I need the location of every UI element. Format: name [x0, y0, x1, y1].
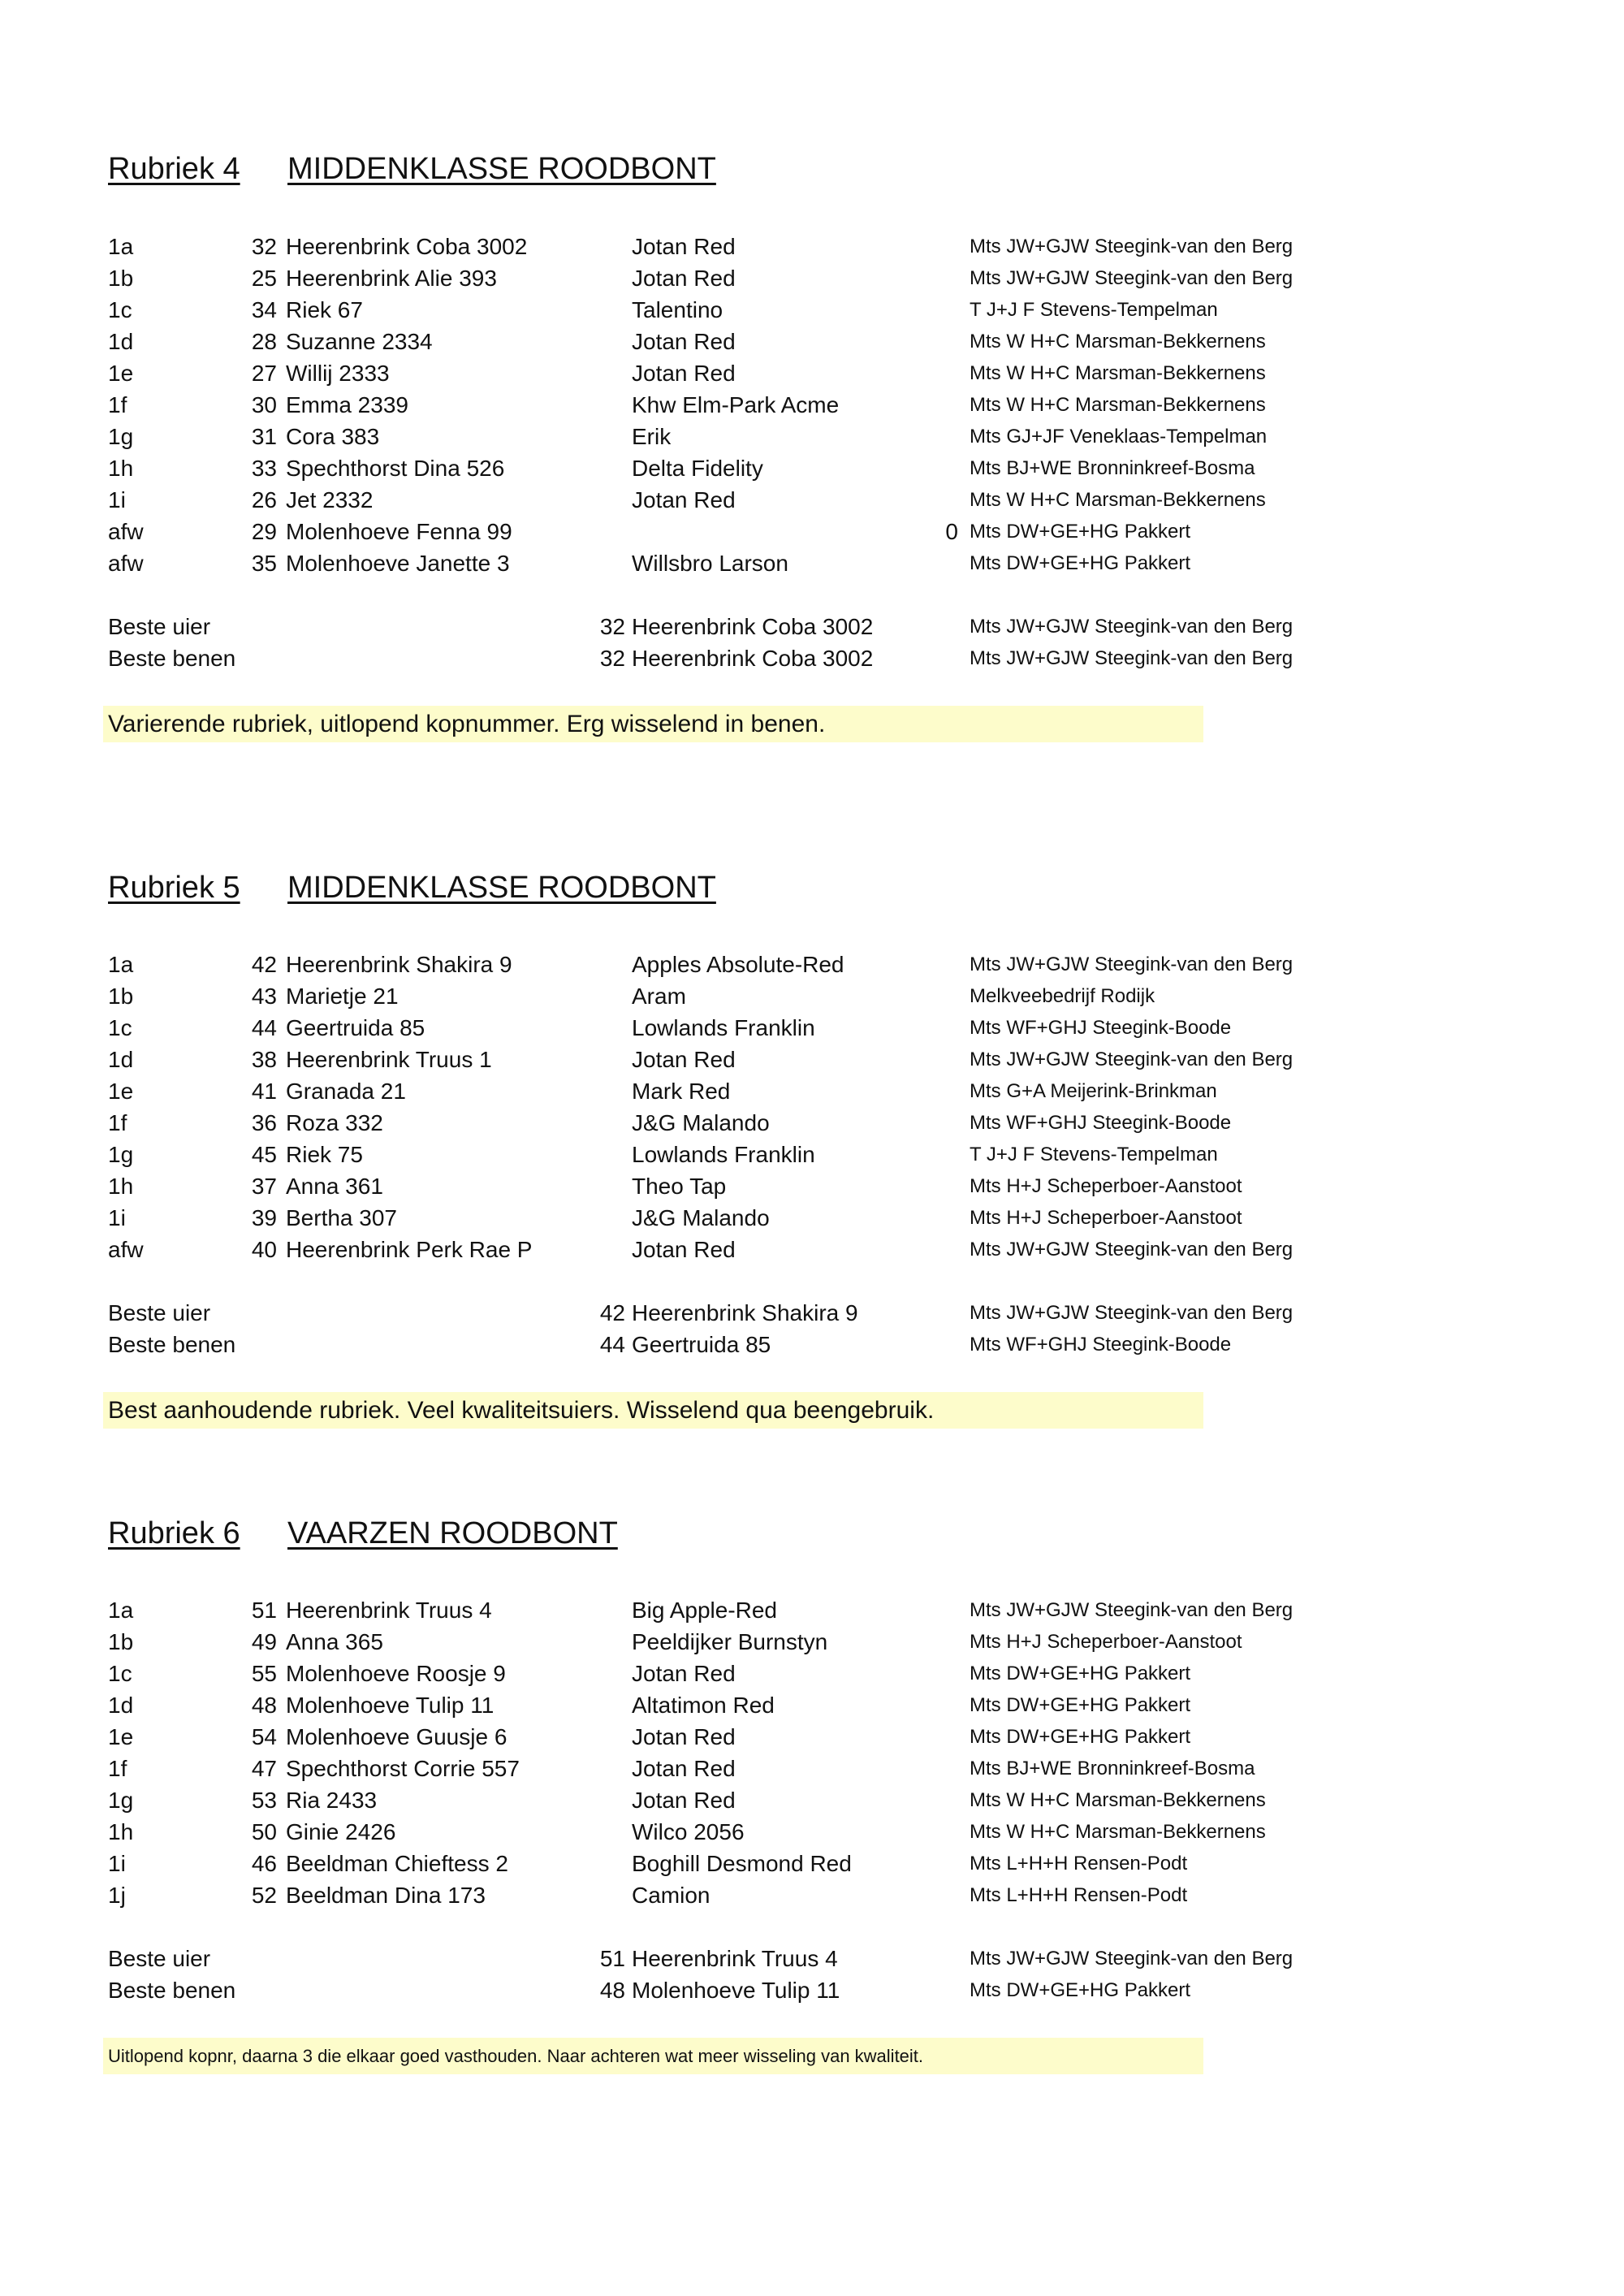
entry-owner: Mts W H+C Marsman-Bekkernens: [970, 331, 1266, 352]
entry-sire: Jotan Red: [632, 1724, 736, 1749]
entry-place: 1e: [108, 1079, 134, 1104]
entry-row: [0, 1107, 1624, 1139]
entry-name: Molenhoeve Roosje 9: [286, 1661, 506, 1686]
entry-owner: Mts DW+GE+HG Pakkert: [970, 552, 1191, 574]
entry-row: [0, 1848, 1624, 1879]
entry-place: afw: [108, 519, 144, 544]
entry-row: [0, 357, 1624, 389]
entry-number: 30: [251, 392, 277, 417]
section-category: MIDDENKLASSE ROODBONT: [287, 152, 716, 186]
entry-place: 1f: [108, 392, 127, 417]
entry-number: 52: [251, 1883, 277, 1908]
entry-number: 50: [251, 1819, 277, 1844]
best-row: [0, 1974, 1624, 2006]
entry-row: [0, 1626, 1624, 1658]
entry-sire: Boghill Desmond Red: [632, 1851, 852, 1876]
entry-sire: Peeldijker Burnstyn: [632, 1629, 828, 1654]
entry-place: 1g: [108, 1142, 134, 1167]
entry-row: [0, 1170, 1624, 1202]
entry-owner: Mts BJ+WE Bronninkreef-Bosma: [970, 1758, 1255, 1779]
entry-row: [0, 231, 1624, 262]
entry-row: [0, 1044, 1624, 1075]
entry-name: Bertha 307: [286, 1205, 397, 1230]
entry-row: [0, 421, 1624, 452]
entry-name: Heerenbrink Truus 1: [286, 1047, 492, 1072]
entry-sire: Mark Red: [632, 1079, 731, 1104]
entry-sire: Lowlands Franklin: [632, 1015, 815, 1040]
entry-place: 1e: [108, 361, 134, 386]
best-number: 42: [599, 1300, 625, 1325]
entry-owner: Mts JW+GJW Steegink-van den Berg: [970, 267, 1294, 289]
entry-owner: Mts DW+GE+HG Pakkert: [970, 1726, 1191, 1748]
entry-row: [0, 484, 1624, 516]
best-owner: Mts WF+GHJ Steegink-Boode: [970, 1334, 1232, 1356]
best-name: Heerenbrink Coba 3002: [632, 614, 874, 639]
entry-number: 34: [251, 297, 277, 322]
judge-comment: Varierende rubriek, uitlopend kopnummer. Erg wisselend in benen.: [103, 706, 1203, 742]
entry-number: 35: [251, 551, 277, 576]
section-title: Rubriek 6: [108, 1516, 240, 1550]
entry-sire: Jotan Red: [632, 1788, 736, 1813]
best-row: [0, 1329, 1624, 1360]
entry-name: Riek 67: [286, 297, 363, 322]
entry-owner: Mts JW+GJW Steegink-van den Berg: [970, 236, 1294, 257]
entry-sire: Camion: [632, 1883, 710, 1908]
best-number: 51: [599, 1946, 625, 1971]
entry-name: Riek 75: [286, 1142, 363, 1167]
entry-owner: Mts H+J Scheperboer-Aanstoot: [970, 1207, 1242, 1229]
best-owner: Mts DW+GE+HG Pakkert: [970, 1979, 1191, 2001]
best-name: Geertruida 85: [632, 1332, 771, 1357]
entry-sire: Lowlands Franklin: [632, 1142, 815, 1167]
entry-row: [0, 1075, 1624, 1107]
entries-list: [0, 949, 1624, 1265]
entry-place: 1b: [108, 1629, 134, 1654]
entry-extra: 0: [945, 519, 958, 544]
entry-sire: Jotan Red: [632, 1661, 736, 1686]
entry-place: 1b: [108, 984, 134, 1009]
entry-place: 1i: [108, 487, 126, 512]
entry-sire: J&G Malando: [632, 1205, 770, 1230]
entry-number: 33: [251, 456, 277, 481]
best-number: 48: [599, 1978, 625, 2003]
entry-sire: Erik: [632, 424, 672, 449]
entry-row: [0, 980, 1624, 1012]
entry-row: [0, 1721, 1624, 1753]
best-name: Heerenbrink Coba 3002: [632, 646, 874, 671]
entry-number: 45: [251, 1142, 277, 1167]
entry-number: 25: [251, 266, 277, 291]
entry-number: 44: [251, 1015, 277, 1040]
entry-number: 46: [251, 1851, 277, 1876]
entry-row: [0, 294, 1624, 326]
entry-row: [0, 1689, 1624, 1721]
entry-number: 47: [251, 1756, 277, 1781]
entry-number: 49: [251, 1629, 277, 1654]
best-label: Beste benen: [108, 1978, 236, 2003]
entry-owner: Mts DW+GE+HG Pakkert: [970, 1663, 1191, 1684]
entry-number: 27: [251, 361, 277, 386]
entry-owner: Mts WF+GHJ Steegink-Boode: [970, 1017, 1232, 1039]
entry-place: 1b: [108, 266, 134, 291]
entry-sire: Willsbro Larson: [632, 551, 788, 576]
entry-sire: Aram: [632, 984, 686, 1009]
entry-sire: Jotan Red: [632, 487, 736, 512]
entry-row: [0, 949, 1624, 980]
entry-owner: Mts W H+C Marsman-Bekkernens: [970, 362, 1266, 384]
entry-name: Heerenbrink Coba 3002: [286, 234, 528, 259]
entry-number: 28: [251, 329, 277, 354]
entry-sire: Wilco 2056: [632, 1819, 745, 1844]
entry-number: 39: [251, 1205, 277, 1230]
entry-row: [0, 1816, 1624, 1848]
entry-owner: Mts WF+GHJ Steegink-Boode: [970, 1112, 1232, 1134]
entry-place: 1d: [108, 329, 134, 354]
entry-number: 37: [251, 1174, 277, 1199]
entry-owner: Mts JW+GJW Steegink-van den Berg: [970, 1049, 1294, 1070]
entry-name: Suzanne 2334: [286, 329, 433, 354]
entry-number: 43: [251, 984, 277, 1009]
entry-number: 26: [251, 487, 277, 512]
entry-place: 1f: [108, 1756, 127, 1781]
best-row: [0, 611, 1624, 642]
entry-row: [0, 1139, 1624, 1170]
judge-comment: Uitlopend kopnr, daarna 3 die elkaar goed vasthouden. Naar achteren wat meer wisseling van kwaliteit.: [103, 2038, 1203, 2074]
best-owner: Mts JW+GJW Steegink-van den Berg: [970, 616, 1294, 638]
entry-owner: Mts L+H+H Rensen-Podt: [970, 1884, 1188, 1906]
entry-place: 1e: [108, 1724, 134, 1749]
entry-owner: Mts H+J Scheperboer-Aanstoot: [970, 1631, 1242, 1653]
section-title: Rubriek 4: [108, 152, 240, 186]
best-awards: [0, 611, 1624, 674]
entry-sire: J&G Malando: [632, 1110, 770, 1135]
entry-row: [0, 1658, 1624, 1689]
entry-row: [0, 1753, 1624, 1784]
entry-owner: Mts G+A Meijerink-Brinkman: [970, 1080, 1217, 1102]
judge-comment: Best aanhoudende rubriek. Veel kwaliteitsuiers. Wisselend qua beengebruik.: [103, 1392, 1203, 1429]
entry-number: 29: [251, 519, 277, 544]
best-label: Beste benen: [108, 646, 236, 671]
entry-name: Roza 332: [286, 1110, 383, 1135]
entry-number: 51: [251, 1598, 277, 1623]
entry-sire: Jotan Red: [632, 266, 736, 291]
entry-number: 40: [251, 1237, 277, 1262]
entry-row: [0, 1784, 1624, 1816]
entry-place: 1c: [108, 297, 132, 322]
best-name: Molenhoeve Tulip 11: [632, 1978, 840, 2003]
best-owner: Mts JW+GJW Steegink-van den Berg: [970, 1302, 1294, 1324]
entry-number: 54: [251, 1724, 277, 1749]
entries-list: [0, 231, 1624, 579]
entry-place: 1f: [108, 1110, 127, 1135]
best-name: Heerenbrink Shakira 9: [632, 1300, 858, 1325]
entry-sire: Jotan Red: [632, 1237, 736, 1262]
entry-sire: Jotan Red: [632, 1756, 736, 1781]
entry-number: 41: [251, 1079, 277, 1104]
entry-place: 1h: [108, 1819, 134, 1844]
entry-sire: Altatimon Red: [632, 1693, 775, 1718]
entry-name: Granada 21: [286, 1079, 406, 1104]
entry-name: Emma 2339: [286, 392, 408, 417]
entry-owner: Mts JW+GJW Steegink-van den Berg: [970, 1239, 1294, 1260]
entry-name: Heerenbrink Shakira 9: [286, 952, 512, 977]
entry-sire: Delta Fidelity: [632, 456, 763, 481]
entry-sire: Khw Elm-Park Acme: [632, 392, 840, 417]
entry-name: Molenhoeve Fenna 99: [286, 519, 512, 544]
entry-name: Marietje 21: [286, 984, 399, 1009]
entry-number: 36: [251, 1110, 277, 1135]
entry-name: Heerenbrink Truus 4: [286, 1598, 492, 1623]
entry-place: 1g: [108, 424, 134, 449]
entry-owner: Mts BJ+WE Bronninkreef-Bosma: [970, 457, 1255, 479]
entry-place: 1j: [108, 1883, 126, 1908]
entry-name: Molenhoeve Guusje 6: [286, 1724, 508, 1749]
entry-owner: Mts DW+GE+HG Pakkert: [970, 1694, 1191, 1716]
entry-name: Beeldman Dina 173: [286, 1883, 486, 1908]
entry-place: 1a: [108, 1598, 134, 1623]
entry-name: Heerenbrink Perk Rae P: [286, 1237, 533, 1262]
best-label: Beste uier: [108, 1946, 211, 1971]
entry-owner: Mts W H+C Marsman-Bekkernens: [970, 394, 1266, 416]
entry-place: 1a: [108, 234, 134, 259]
entry-row: [0, 1202, 1624, 1234]
entry-name: Geertruida 85: [286, 1015, 425, 1040]
entry-owner: T J+J F Stevens-Tempelman: [970, 1144, 1218, 1165]
entry-name: Anna 361: [286, 1174, 383, 1199]
entry-place: 1a: [108, 952, 134, 977]
entry-owner: Mts W H+C Marsman-Bekkernens: [970, 489, 1266, 511]
entry-sire: Talentino: [632, 297, 723, 322]
best-name: Heerenbrink Truus 4: [632, 1946, 838, 1971]
entry-number: 55: [251, 1661, 277, 1686]
entry-name: Anna 365: [286, 1629, 383, 1654]
entry-name: Heerenbrink Alie 393: [286, 266, 497, 291]
entry-sire: Apples Absolute-Red: [632, 952, 844, 977]
entry-name: Cora 383: [286, 424, 380, 449]
entry-sire: Jotan Red: [632, 234, 736, 259]
entry-name: Molenhoeve Janette 3: [286, 551, 510, 576]
entry-number: 38: [251, 1047, 277, 1072]
entry-owner: Mts W H+C Marsman-Bekkernens: [970, 1789, 1266, 1811]
entry-sire: Jotan Red: [632, 361, 736, 386]
best-awards: [0, 1297, 1624, 1360]
best-label: Beste uier: [108, 1300, 211, 1325]
entry-place: 1c: [108, 1015, 132, 1040]
best-awards: [0, 1943, 1624, 2006]
entry-name: Spechthorst Dina 526: [286, 456, 505, 481]
best-number: 32: [599, 614, 625, 639]
entry-sire: Theo Tap: [632, 1174, 727, 1199]
section-category: MIDDENKLASSE ROODBONT: [287, 871, 716, 905]
entry-row: [0, 1012, 1624, 1044]
section-title: Rubriek 5: [108, 871, 240, 905]
entry-owner: Melkveebedrijf Rodijk: [970, 985, 1155, 1007]
best-owner: Mts JW+GJW Steegink-van den Berg: [970, 647, 1294, 669]
entry-owner: T J+J F Stevens-Tempelman: [970, 299, 1218, 321]
entry-owner: Mts JW+GJW Steegink-van den Berg: [970, 1599, 1294, 1621]
entry-row: [0, 547, 1624, 579]
entry-owner: Mts GJ+JF Veneklaas-Tempelman: [970, 426, 1268, 448]
entry-place: 1i: [108, 1205, 126, 1230]
entry-row: [0, 1879, 1624, 1911]
entry-name: Molenhoeve Tulip 11: [286, 1693, 495, 1718]
entry-owner: Mts L+H+H Rensen-Podt: [970, 1853, 1188, 1874]
entry-name: Beeldman Chieftess 2: [286, 1851, 508, 1876]
entry-place: afw: [108, 551, 144, 576]
entry-owner: Mts W H+C Marsman-Bekkernens: [970, 1821, 1266, 1843]
entry-name: Jet 2332: [286, 487, 374, 512]
entry-name: Spechthorst Corrie 557: [286, 1756, 520, 1781]
entry-owner: Mts DW+GE+HG Pakkert: [970, 521, 1191, 543]
entry-row: [0, 1234, 1624, 1265]
entry-number: 42: [251, 952, 277, 977]
entry-owner: Mts H+J Scheperboer-Aanstoot: [970, 1175, 1242, 1197]
entry-place: afw: [108, 1237, 144, 1262]
best-row: [0, 1943, 1624, 1974]
entry-number: 53: [251, 1788, 277, 1813]
entry-row: [0, 516, 1624, 547]
entry-row: [0, 389, 1624, 421]
entry-place: 1i: [108, 1851, 126, 1876]
entry-place: 1d: [108, 1693, 134, 1718]
entries-list: [0, 1594, 1624, 1911]
entry-row: [0, 262, 1624, 294]
entry-sire: Jotan Red: [632, 1047, 736, 1072]
entry-place: 1d: [108, 1047, 134, 1072]
entry-place: 1h: [108, 456, 134, 481]
best-label: Beste benen: [108, 1332, 236, 1357]
entry-sire: Jotan Red: [632, 329, 736, 354]
section-category: VAARZEN ROODBONT: [287, 1516, 618, 1550]
best-number: 44: [599, 1332, 625, 1357]
entry-owner: Mts JW+GJW Steegink-van den Berg: [970, 953, 1294, 975]
best-number: 32: [599, 646, 625, 671]
best-owner: Mts JW+GJW Steegink-van den Berg: [970, 1948, 1294, 1970]
best-row: [0, 642, 1624, 674]
entry-sire: Big Apple-Red: [632, 1598, 778, 1623]
entry-name: Ria 2433: [286, 1788, 378, 1813]
best-label: Beste uier: [108, 614, 211, 639]
entry-place: 1g: [108, 1788, 134, 1813]
entry-place: 1c: [108, 1661, 132, 1686]
entry-name: Ginie 2426: [286, 1819, 396, 1844]
entry-row: [0, 452, 1624, 484]
entry-row: [0, 1594, 1624, 1626]
entry-row: [0, 326, 1624, 357]
entry-name: Willij 2333: [286, 361, 390, 386]
best-row: [0, 1297, 1624, 1329]
entry-number: 32: [251, 234, 277, 259]
entry-place: 1h: [108, 1174, 134, 1199]
entry-number: 31: [251, 424, 277, 449]
entry-number: 48: [251, 1693, 277, 1718]
